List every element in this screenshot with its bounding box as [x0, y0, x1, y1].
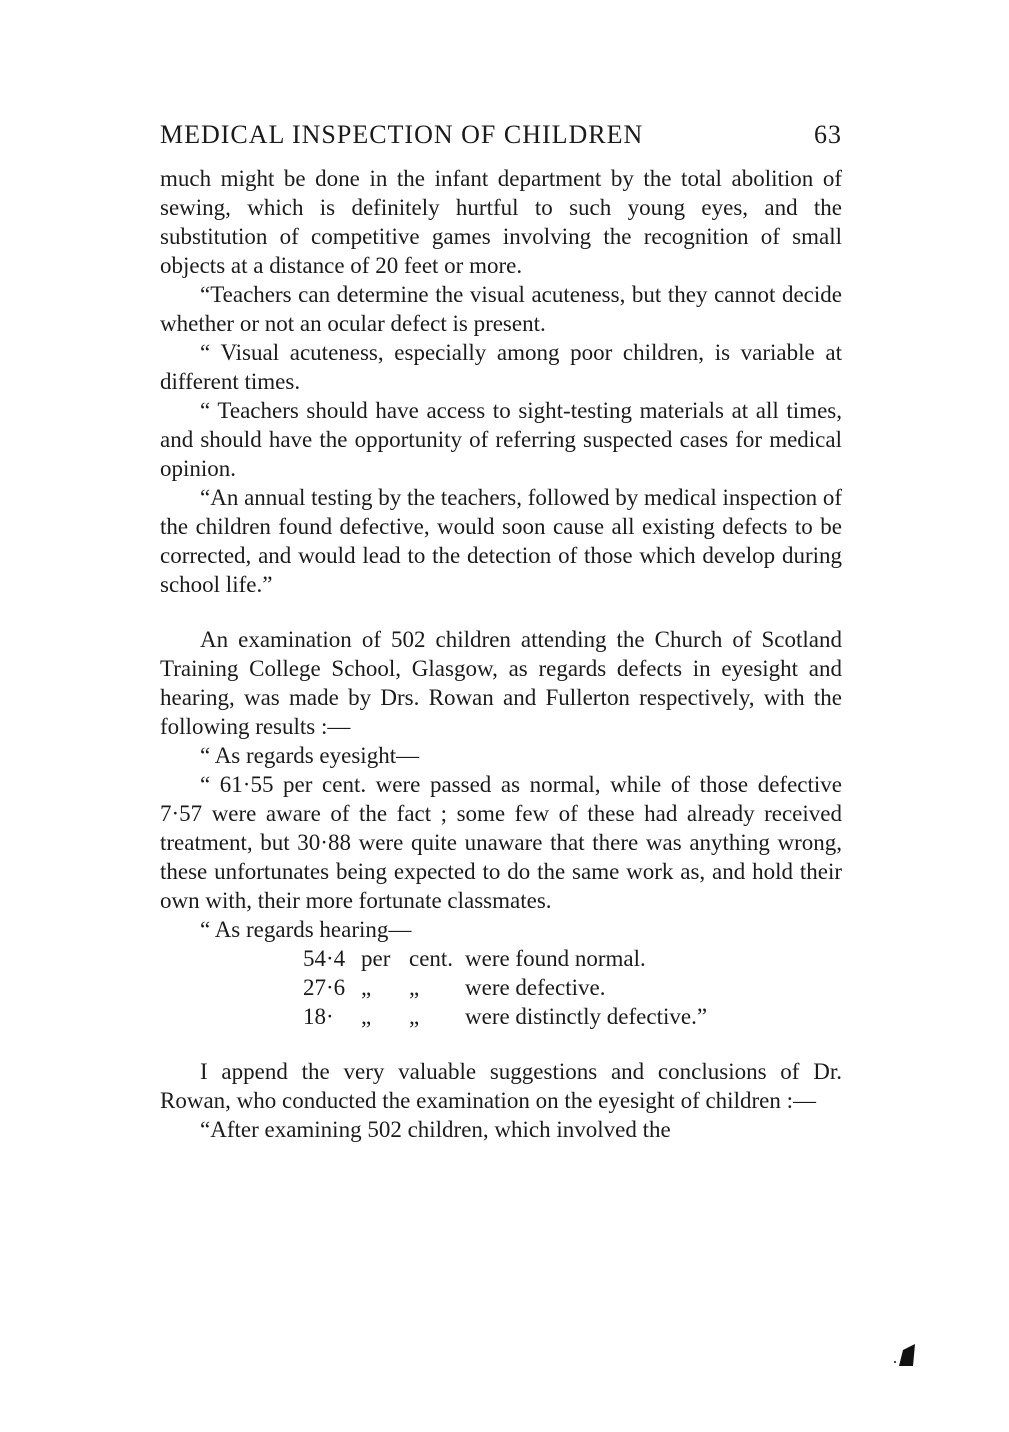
paragraph: “ Teachers should have access to sight-testing materials at all times, and should have the opportunity of referring suspected cases for medical opinion. — [160, 398, 842, 481]
section-gap — [160, 599, 842, 625]
hearing-results-table — [303, 944, 842, 1031]
ink-blot-mark — [893, 1342, 917, 1366]
table-cell-value: 18· — [303, 1004, 334, 1029]
body-text-continued — [160, 1031, 842, 1144]
table-row — [303, 973, 842, 1002]
table-cell: „ — [409, 1004, 420, 1029]
table-cell-desc: were distinctly defective.” — [465, 1004, 708, 1029]
table-cell: „ — [361, 1004, 372, 1029]
paragraph: An examination of 502 children attending the Church of Scotland Training College School, Glasgow, as regards defects in eyesight and hearing, was made by Drs. Rowan and Fullerton respectively, with the following results :— — [160, 627, 842, 739]
paragraph: “After examining 502 children, which involved the — [200, 1117, 671, 1142]
page — [160, 120, 842, 1144]
running-header — [160, 120, 842, 150]
paragraph: “ As regards eyesight— — [200, 743, 420, 768]
page-title: MEDICAL INSPECTION OF CHILDREN — [160, 120, 644, 149]
table-row — [303, 1002, 842, 1031]
table-cell: „ — [409, 975, 420, 1000]
table-cell: „ — [361, 975, 372, 1000]
table-cell-desc: were found normal. — [465, 946, 646, 971]
paragraph: “Teachers can determine the visual acuteness, but they cannot decide whether or not an ocular defect is present. — [160, 282, 842, 336]
paragraph: I append the very valuable suggestions and conclusions of Dr. Rowan, who conducted the examination on the eyesight of children :— — [160, 1059, 842, 1113]
table-cell-value: 54·4 — [303, 946, 346, 971]
table-cell-value: 27·6 — [303, 975, 346, 1000]
body-text — [160, 164, 842, 944]
page-number: 63 — [814, 120, 842, 149]
paragraph: “An annual testing by the teachers, followed by medical inspection of the children found defective, would soon cause all existing defects to be corrected, and would lead to the detection of those which develop during school life.” — [160, 485, 842, 597]
paragraph: much might be done in the infant department by the total abolition of sewing, which is definitely hurtful to such young eyes, and the substitution of competitive games involving the recognition of small objects at a distance of 20 feet or more. — [160, 166, 842, 278]
section-gap — [160, 1031, 842, 1057]
paragraph: “ As regards hearing— — [200, 917, 412, 942]
paragraph: “ 61·55 per cent. were passed as normal, while of those defective 7·57 were aware of the fact ; some few of these had already received treatment, but 30·88 were quite unaware that there was anything wrong, these unfortunates being expected to do the same work as, and hold their own with, their more fortunate classmates. — [160, 772, 842, 913]
table-row — [303, 944, 842, 973]
table-cell: cent. — [409, 946, 454, 971]
paragraph: “ Visual acuteness, especially among poor children, is variable at different times. — [160, 340, 842, 394]
table-cell-desc: were defective. — [465, 975, 606, 1000]
table-cell: per — [361, 946, 391, 971]
